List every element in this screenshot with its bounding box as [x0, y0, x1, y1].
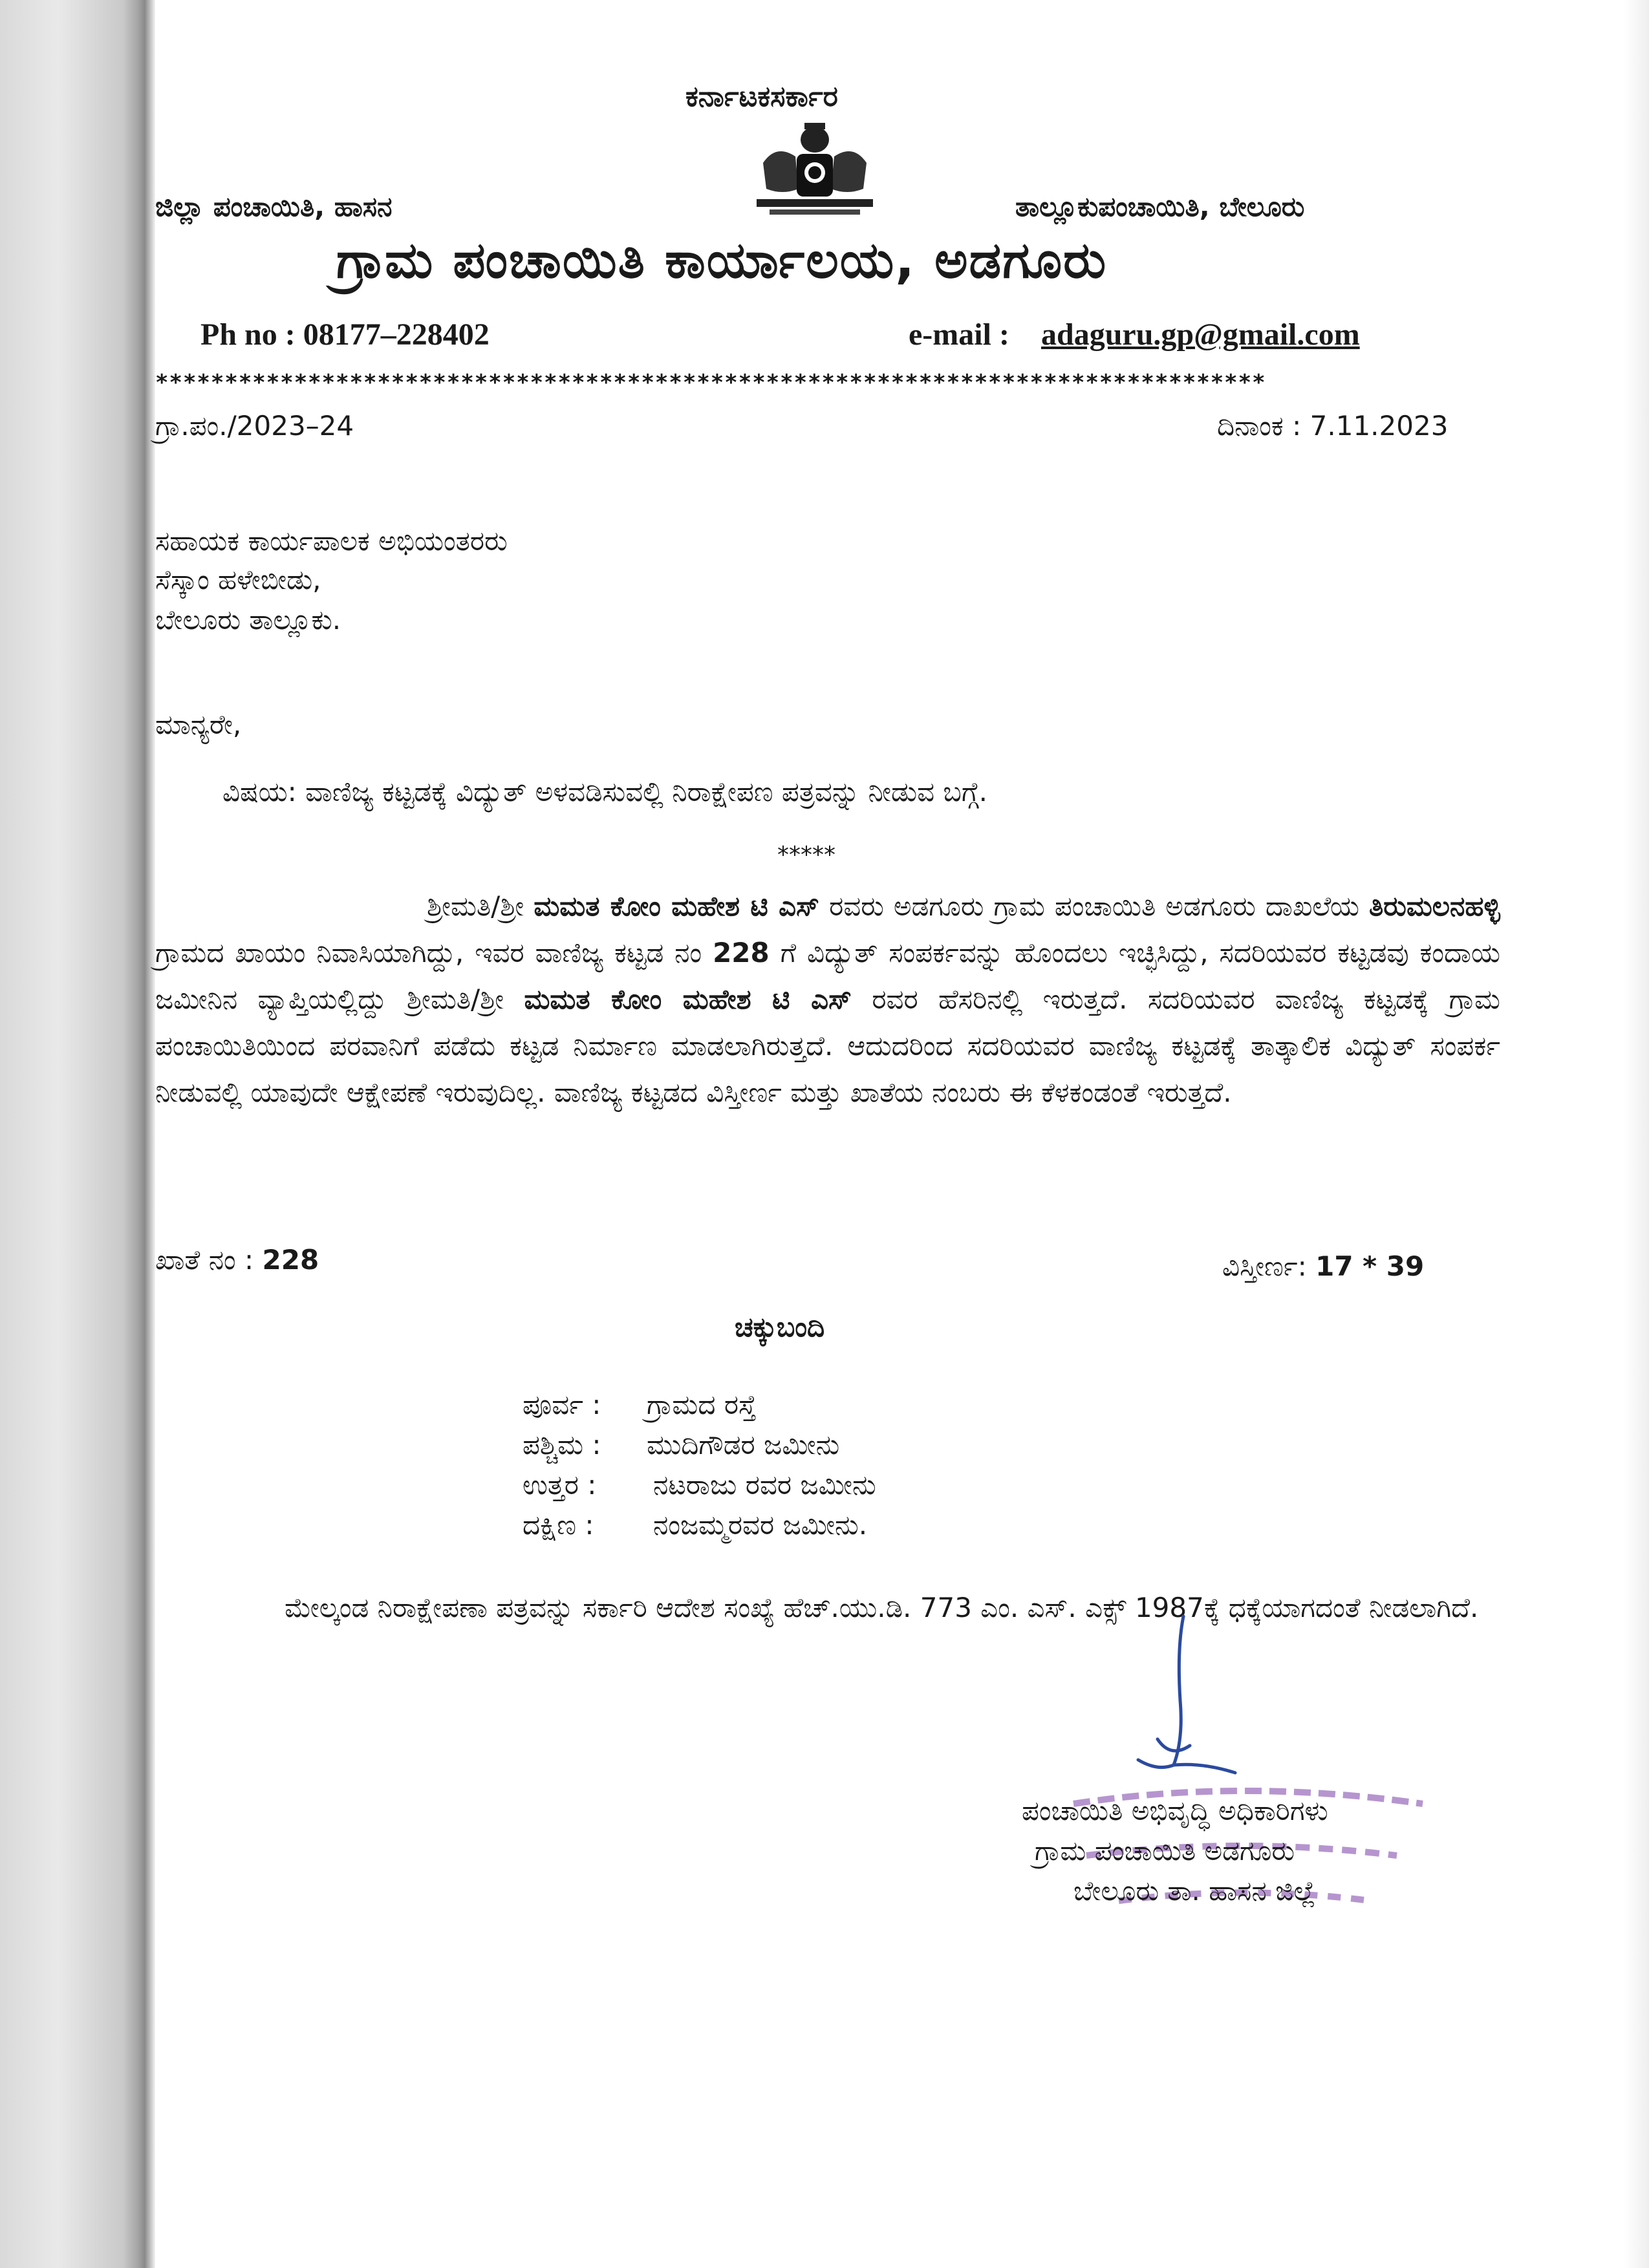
addressee-line-2: ಸೆಸ್ಕಾಂ ಹಳೇಬೀಡು, — [155, 564, 321, 595]
signatory-office: ಗ್ರಾಮ ಪಂಚಾಯಿತಿ ಅಡಗೂರು — [1035, 1835, 1295, 1867]
email-label: e-mail : — [909, 317, 1009, 352]
boundary-west-label: ಪಶ್ಚಿಮ : — [523, 1429, 601, 1460]
body-text-4: ಗೆ ವಿದ್ಯುತ್ ಸಂಪರ್ಕವನ್ನು ಹೊಂದಲು ಇಚ್ಛಿಸಿದ್ದು, ಸದರಿಯವರ ಕಟ್ಟಡವು ಕಂದಾಯ ಜಮೀನಿನ ವ್ಯಾಪ್ತಿಯಲ್ಲಿದ್ದು ಶ್ರೀಮತಿ/ಶ್ರೀ — [155, 937, 1500, 1015]
government-title: ಕರ್ನಾಟಕಸರ್ಕಾರ — [685, 80, 838, 113]
phone-number: Ph no : 08177–228402 — [200, 317, 490, 352]
letter-date: ದಿನಾಂಕ : 7.11.2023 — [1217, 410, 1449, 442]
area-label: ವಿಸ್ತೀರ್ಣ: — [1222, 1250, 1307, 1282]
building-number: 228 — [713, 937, 770, 968]
boundary-south-label: ದಕ್ಷಿಣ : — [523, 1509, 594, 1541]
applicant-name-repeat: ಮಮತ ಕೋಂ ಮಹೇಶ ಟಿ ಎಸ್ — [524, 983, 852, 1015]
subject-line: ವಿಷಯ: ವಾಣಿಜ್ಯ ಕಟ್ಟಡಕ್ಕೆ ವಿದ್ಯುತ್ ಅಳವಡಿಸುವಲ್ಲಿ ನಿರಾಕ್ಷೇಪಣ ಪತ್ರವನ್ನು ನೀಡುವ ಬಗ್ಗೆ. — [222, 776, 988, 808]
closing-paragraph — [155, 1585, 1500, 1631]
state-emblem-icon — [737, 118, 892, 221]
scan-left-edge — [0, 0, 155, 2268]
area-dimensions — [1222, 1250, 1424, 1283]
closing-text: ಮೇಲ್ಕಂಡ ನಿರಾಕ್ಷೇಪಣಾ ಪತ್ರವನ್ನು ಸರ್ಕಾರಿ ಆದೇಶ ಸಂಖ್ಯೆ ಹೆಚ್.ಯು.ಡಿ. 773 ಎಂ. ಎಸ್. ಎಕ್ಸ್ 1987ಕ್ಕೆ ಧಕ್ಕೆಯಾಗದಂತೆ ನೀಡಲಾಗಿದೆ. — [285, 1592, 1479, 1623]
boundary-east-value: ಗ್ರಾಮದ ರಸ್ತೆ — [647, 1389, 757, 1420]
body-text-5: ರವರ ಹೆಸರಿನಲ್ಲಿ ಇರುತ್ತದೆ. ಸದರಿಯವರ ವಾಣಿಜ್ಯ ಕಟ್ಟಡಕ್ಕೆ ಗ್ರಾಮ ಪಂಚಾಯಿತಿಯಿಂದ ಪರವಾನಿಗೆ ಪಡೆದು ಕಟ್ಟಡ ನಿರ್ಮಾಣ ಮಾಡಲಾಗಿರುತ್ತದೆ. ಆದುದರಿಂದ ಸದರಿಯವರ ವಾಣಿಜ್ಯ ಕಟ್ಟಡಕ್ಕೆ ತಾತ್ಕಾಲಿಕ ವಿದ್ಯುತ್ ಸಂಪರ್ಕ ನೀಡುವಲ್ಲಿ ಯಾವುದೇ ಆಕ್ಷೇಪಣೆ ಇರುವುದಿಲ್ಲ. ವಾಣಿಜ್ಯ ಕಟ್ಟಡದ ವಿಸ್ತೀರ್ಣ ಮತ್ತು ಖಾತೆಯ ನಂಬರು ಈ ಕೆಳಕಂಡಂತೆ ಇರುತ್ತದೆ. — [155, 983, 1500, 1108]
village-name: ತಿರುಮಲನಹಳ್ಳಿ — [1369, 890, 1500, 922]
salutation: ಮಾನ್ಯರೇ, — [155, 709, 242, 740]
boundaries-title: ಚಕ್ಕುಬಂದಿ — [735, 1311, 825, 1343]
body-text-1: ಶ್ರೀಮತಿ/ಶ್ರೀ — [427, 890, 524, 922]
body-paragraph — [155, 883, 1500, 1116]
email-address: adaguru.gp@gmail.com — [1041, 317, 1360, 352]
khata-value: 228 — [262, 1244, 319, 1276]
reference-number: ಗ್ರಾ.ಪಂ./2023–24 — [155, 410, 354, 442]
khata-label: ಖಾತೆ ನಂ : — [155, 1244, 254, 1276]
boundary-north-value: ನಟರಾಜು ರವರ ಜಮೀನು — [653, 1469, 876, 1501]
boundary-south-value: ನಂಜಮ್ಮರವರ ಜಮೀನು. — [653, 1509, 868, 1541]
addressee-line-3: ಬೇಲೂರು ತಾಲ್ಲೂಕು. — [155, 604, 341, 636]
boundary-west-value: ಮುದಿಗೌಡರ ಜಮೀನು — [647, 1429, 840, 1460]
signatory-designation: ಪಂಚಾಯಿತಿ ಅಭಿವೃದ್ಧಿ ಅಧಿಕಾರಿಗಳು — [1022, 1795, 1328, 1826]
boundary-north-label: ಉತ್ತರ : — [523, 1469, 597, 1501]
signatory-location: ಬೇಲೂರು ತಾ. ಹಾಸನ ಜಿಲ್ಲೆ — [1073, 1875, 1316, 1907]
header-separator: ******************************************************************************** — [155, 370, 1266, 396]
taluk-panchayat: ತಾಲ್ಲೂಕುಪಂಚಾಯಿತಿ, ಬೇಲೂರು — [1015, 191, 1305, 222]
office-name: ಗ್ರಾಮ ಪಂಚಾಯಿತಿ ಕಾರ್ಯಾಲಯ, ಅಡಗೂರು — [336, 231, 1108, 290]
boundary-east-label: ಪೂರ್ವ : — [523, 1389, 601, 1420]
body-text-3: ಗ್ರಾಮದ ಖಾಯಂ ನಿವಾಸಿಯಾಗಿದ್ದು, ಇವರ ವಾಣಿಜ್ಯ ಕಟ್ಟಡ ನಂ — [155, 937, 702, 968]
addressee-line-1: ಸಹಾಯಕ ಕಾರ್ಯಪಾಲಕ ಅಭಿಯಂತರರು — [155, 525, 508, 557]
area-value: 17 * 39 — [1315, 1250, 1425, 1282]
zilla-panchayat: ಜಿಲ್ಲಾ ಪಂಚಾಯಿತಿ, ಹಾಸನ — [155, 191, 393, 222]
section-divider: ***** — [777, 842, 835, 868]
body-text-2: ರವರು ಅಡಗೂರು ಗ್ರಾಮ ಪಂಚಾಯಿತಿ ಅಡಗೂರು ದಾಖಲೆಯ — [829, 890, 1359, 922]
scan-right-edge — [1623, 0, 1649, 2268]
khata-number — [155, 1244, 319, 1276]
applicant-name: ಮಮತ ಕೋಂ ಮಹೇಶ ಟಿ ಎಸ್ — [534, 890, 819, 922]
